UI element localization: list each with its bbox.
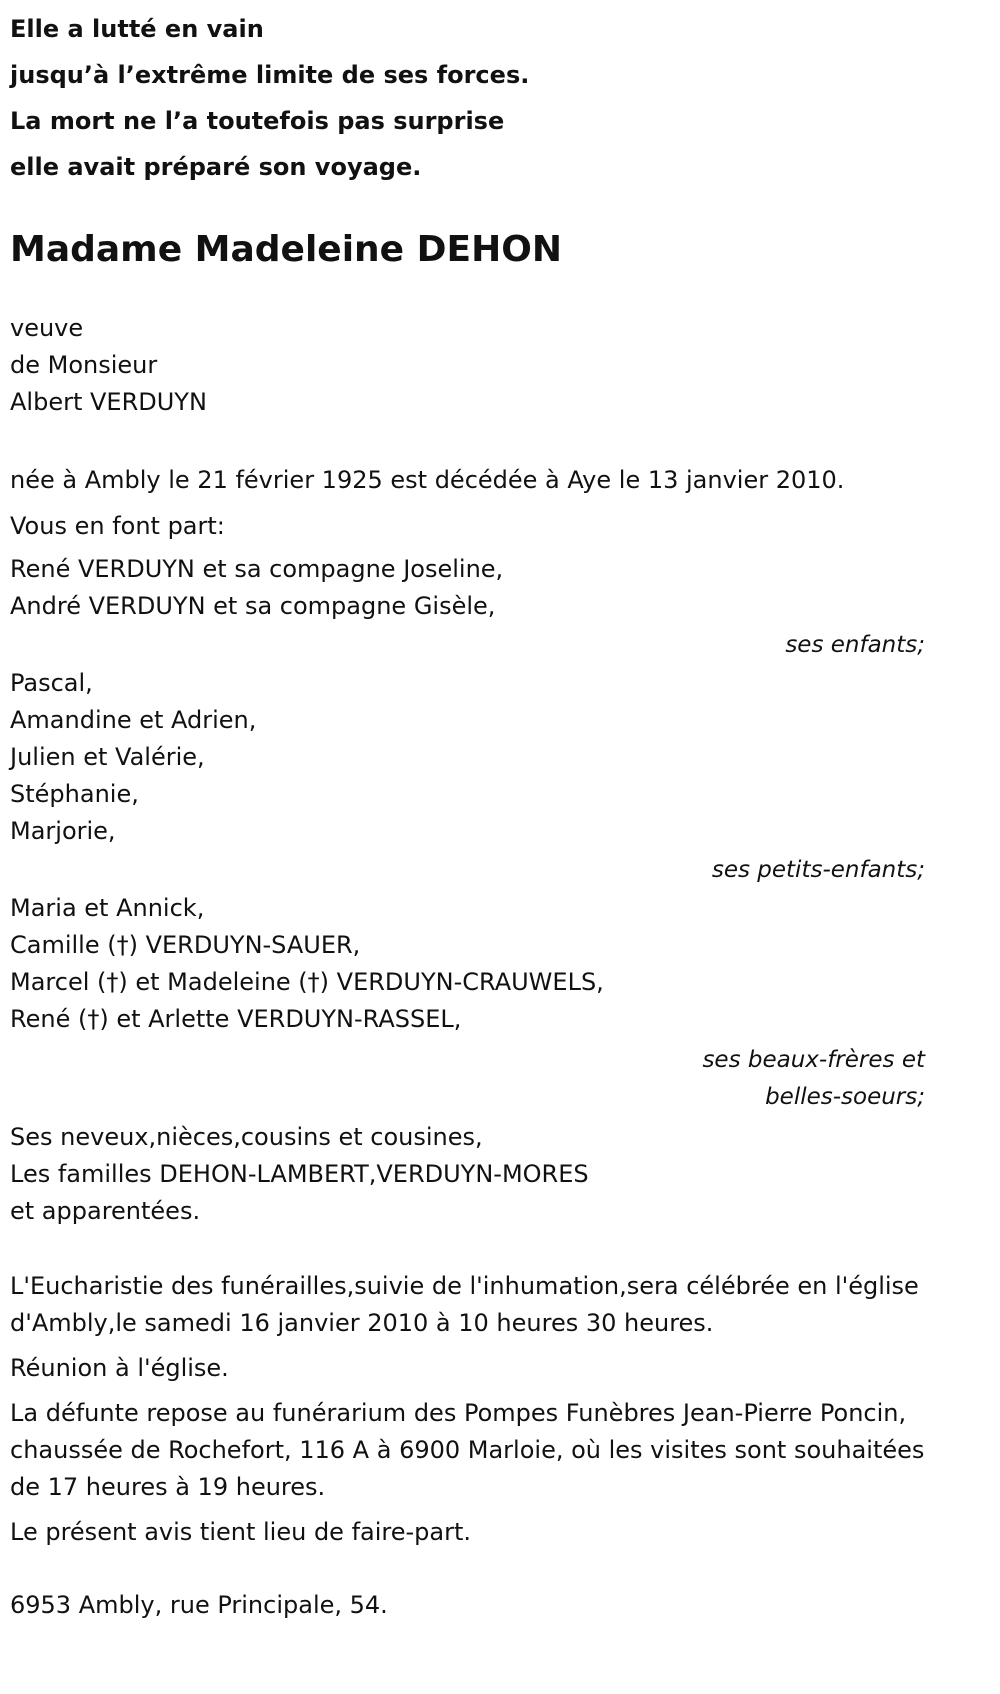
family-line: Julien et Valérie, (10, 743, 205, 771)
address-block (10, 1587, 990, 1624)
birth-death-info (10, 457, 990, 549)
grandchildren-group (10, 665, 990, 890)
children-group (10, 551, 990, 665)
family-line: André VERDUYN et sa compagne Gisèle, (10, 592, 496, 620)
deceased-name: Madame Madeleine DEHON (10, 229, 562, 270)
epigraph (10, 0, 990, 190)
other-relatives (10, 1119, 990, 1230)
ceremony-info (10, 1268, 990, 1551)
family-line: Amandine et Adrien, (10, 706, 257, 734)
family-line: Ses neveux,nièces,cousins et cousines, (10, 1123, 483, 1151)
spouse-line: veuve (10, 314, 84, 342)
relation-label: ses petits-enfants; (711, 857, 925, 883)
relation-label: belles-soeurs; (765, 1084, 925, 1110)
family-line: Les familles DEHON-LAMBERT,VERDUYN-MORES (10, 1160, 589, 1188)
family-line: René VERDUYN et sa compagne Joseline, (10, 555, 504, 583)
epigraph-line: jusqu’à l’extrême limite de ses forces. (10, 61, 530, 89)
epigraph-line: elle avait préparé son voyage. (10, 153, 422, 181)
epigraph-line: Elle a lutté en vain (10, 15, 264, 43)
mass-paragraph: L'Eucharistie des funérailles,suivie de l'inhumation,sera célébrée en l'église d'Ambly,le samedi 16 janvier 2010 à 10 heures 30 heures. (10, 1272, 919, 1337)
spouse-info (10, 310, 990, 421)
in-laws-group (10, 890, 990, 1116)
family-line: Marcel (†) et Madeleine (†) VERDUYN-CRAUWELS, (10, 968, 604, 996)
family-line: Camille (†) VERDUYN-SAUER, (10, 931, 361, 959)
relation-label: ses enfants; (785, 632, 925, 658)
family-line: Pascal, (10, 669, 93, 697)
obituary-notice (10, 0, 990, 1624)
birth-death-line: née à Ambly le 21 février 1925 est décédée à Aye le 13 janvier 2010. (10, 466, 845, 494)
notice-paragraph: Le présent avis tient lieu de faire-part. (10, 1518, 472, 1546)
family-line: Stéphanie, (10, 780, 139, 808)
spouse-line: Albert VERDUYN (10, 388, 207, 416)
viewing-paragraph: La défunte repose au funérarium des Pompes Funèbres Jean-Pierre Poncin, chaussée de Rochefort, 116 A à 6900 Marloie, où les visites sont souhaitées de 17 heures à 19 heures. (10, 1399, 925, 1501)
announce-line: Vous en font part: (10, 512, 225, 540)
meeting-paragraph: Réunion à l'église. (10, 1354, 229, 1382)
address-line: 6953 Ambly, rue Principale, 54. (10, 1591, 388, 1619)
family-line: Maria et Annick, (10, 894, 205, 922)
epigraph-line: La mort ne l’a toutefois pas surprise (10, 107, 505, 135)
family-line: et apparentées. (10, 1197, 201, 1225)
spouse-line: de Monsieur (10, 351, 158, 379)
family-line: Marjorie, (10, 817, 116, 845)
family-line: René (†) et Arlette VERDUYN-RASSEL, (10, 1005, 462, 1033)
relation-label: ses beaux-frères et (702, 1047, 925, 1073)
